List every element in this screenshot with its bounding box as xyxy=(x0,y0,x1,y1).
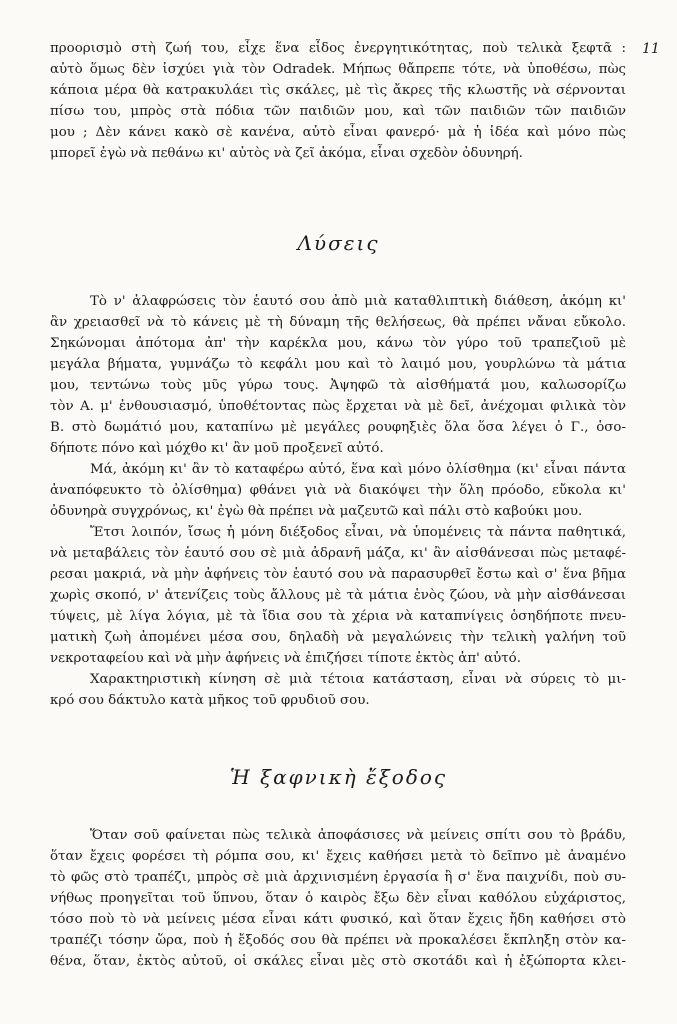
text-line: αὐτὸ ὅμως δὲν ἰσχύει γιὰ τὸν Odradek. Μήπως θἄπρεπε τότε, νὰ ὑποθέσω, πὼς xyxy=(50,62,626,77)
text-line: προορισμὸ στὴ ζωή του, εἶχε ἕνα εἶδος ἐνεργητικότητας, ποὺ τελικὰ ξεφτᾶ : xyxy=(50,41,626,56)
text-line: ὅταν ἔχεις φορέσει τὴ ρόμπα σου, κι' ἔχεις καθήσει μετὰ τὸ δεῖπνο μὲ ἀναμένο xyxy=(50,849,626,864)
text-line: Σηκώνομαι ἀπότομα ἀπ' τὴν καρέκλα μου, κάνω τὸν γύρο τοῦ τραπεζιοῦ μὲ xyxy=(50,336,626,351)
text-line: κρό σου δάκτυλο κατὰ μῆκος τοῦ φρυδιοῦ σου. xyxy=(50,693,370,708)
text-line: τὸ φῶς στὸ τραπέζι, μπρὸς σὲ μιὰ ἀρχινισμένη ἐργασία ἢ σ' ἕνα παιχνίδι, ποὺ συ- xyxy=(50,870,626,885)
page-number: 11 xyxy=(642,41,660,57)
text-line: μου, τεντώνω τοὺς μῦς γύρω τους. Ἀψηφῶ τὰ αἰσθήματά μου, καλωσορίζω xyxy=(50,378,626,393)
text-line: νὰ μεταβάλεις τὸν ἑαυτό σου σὲ μιὰ ἀδρανῆ μάζα, κι' ἂν αἰσθάνεσαι πὼς μεταφέ- xyxy=(50,546,626,561)
text-line: ὀδυνηρὰ συγχρόνως, κι' ἐγὼ θὰ πρέπει νὰ μαζευτῶ καὶ πάλι στὸ καβούκι μου. xyxy=(50,504,583,519)
text-line: μπορεῖ ἐγὼ νὰ πεθάνω κι' αὐτὸς νὰ ζεῖ ἀκόμα, εἶναι σχεδὸν ὀδυνηρή. xyxy=(50,146,523,161)
text-line: Ἔτσι λοιπόν, ἴσως ἡ μόνη διέξοδος εἶναι, νὰ ὑπομένεις τὰ πάντα παθητικά, xyxy=(90,525,626,540)
text-line: τραπέζι τόσην ὥρα, ποὺ ἡ ἔξοδός σου θὰ πρέπει νὰ προκαλέσει ἔκπληξη στὸν κα- xyxy=(50,933,626,948)
text-line: ἂν χρειασθεῖ νὰ τὸ κάνεις μὲ τὴ δύναμη τῆς θελήσεως, θὰ πρέπει νἄναι εὔκολο. xyxy=(50,315,626,330)
text-line: τόσο ποὺ τὸ νὰ μείνεις μέσα εἶναι κάτι φυσικό, καὶ ὅταν ἔχεις ἤδη καθήσει στὸ xyxy=(50,912,626,927)
section-title-sudden-exit: Ἡ ξαφνικὴ ἔξοδος xyxy=(229,765,448,789)
text-line: νεκροταφείου καὶ νὰ μὴν ἀφήνεις νὰ ἐπιζήσει τίποτε ἐκτὸς ἀπ' αὐτό. xyxy=(50,651,521,666)
text-line: τὸν Α. μ' ἐνθουσιασμό, ὑποθέτοντας πὼς ἔρχεται νὰ μὲ δεῖ, ἀνέχομαι φιλικὰ τὸν xyxy=(50,399,626,414)
text-line: θένα, ὅταν, ἐκτὸς αὐτοῦ, οἱ σκάλες εἶναι μὲς στὸ σκοτάδι καὶ ἡ ἐξώπορτα κλει- xyxy=(50,954,626,969)
text-line: δήποτε πόνο καὶ μόχθο κι' ἂν μοῦ προξενεῖ αὐτό. xyxy=(50,441,384,456)
text-line: κάποια μέρα θὰ κατρακυλάει τὶς σκάλες, μὲ τὶς ἄκρες τῆς κλωστῆς νὰ σέρνονται xyxy=(50,83,626,98)
text-line: ἀναπόφευκτο τὸ ὀλίσθημα) φθάνει γιὰ νὰ διακόψει τὴν ὅλη πρόοδο, εὔκολα κι' xyxy=(50,483,626,498)
text-line: τύψεις, μὲ λίγα λόγια, μὲ τὰ ἴδια σου τὰ χέρια νὰ καταπνίγεις ὁσηδήποτε πνευ- xyxy=(50,609,626,624)
text-line: νήθως προηγεῖται τοῦ ὕπνου, ὅταν ὁ καιρὸς ἔξω δὲν εἶναι καθόλου εὐχάριστος, xyxy=(50,891,626,906)
text-line: Β. στὸ δωμάτιό μου, καταπίνω μὲ μεγάλες ρουφηξιὲς ὅλα ὅσα λέγει ὁ Γ., ὁσο- xyxy=(50,420,626,435)
text-line: Χαρακτηριστικὴ κίνηση σὲ μιὰ τέτοια κατάσταση, εἶναι νὰ σύρεις τὸ μι- xyxy=(90,672,626,687)
text-line: Ὅταν σοῦ φαίνεται πὼς τελικὰ ἀποφάσισες νὰ μείνεις σπίτι σου τὸ βράδυ, xyxy=(90,828,626,843)
text-line: πίσω του, μπρὸς στὰ πόδια τῶν παιδιῶν μου, καὶ τῶν παιδιῶν τῶν παιδιῶν xyxy=(50,104,626,119)
text-line: μεγάλα βήματα, γυμνάζω τὸ κεφάλι μου καὶ τὸ λαιμό μου, γουρλώνω τὰ μάτια xyxy=(50,357,626,372)
text-line: ρεσαι μακριά, νὰ μὴν ἀφήνεις τὸν ἑαυτό σου νὰ παρασυρθεῖ ἔστω καὶ σ' ἕνα βῆμα xyxy=(50,567,626,582)
section-title-solutions: Λύσεις xyxy=(297,231,380,255)
text-line: μου ; Δὲν κάνει κακὸ σὲ κανένα, αὐτὸ εἶναι φανερό· μὰ ἡ ἰδέα καὶ μόνο πὼς xyxy=(50,125,626,140)
text-line: Μά, ἀκόμη κι' ἂν τὸ καταφέρω αὐτό, ἕνα καὶ μόνο ὀλίσθημα (κι' εἶναι πάντα xyxy=(90,462,626,477)
text-line: χωρὶς σκοπό, ν' ἀτενίζεις τοὺς ἄλλους μὲ τὰ μάτια ἑνὸς ζώου, νὰ μὴν αἰσθάνεσαι xyxy=(50,588,626,603)
text-line: Τὸ ν' ἀλαφρώσεις τὸν ἑαυτό σου ἀπὸ μιὰ καταθλιπτικὴ διάθεση, ἀκόμη κι' xyxy=(90,294,626,309)
text-line: ματικὴ ζωὴ ἀπομένει μέσα σου, δηλαδὴ νὰ μεγαλώνεις τὴν τελικὴ γαλήνη τοῦ xyxy=(50,630,626,645)
